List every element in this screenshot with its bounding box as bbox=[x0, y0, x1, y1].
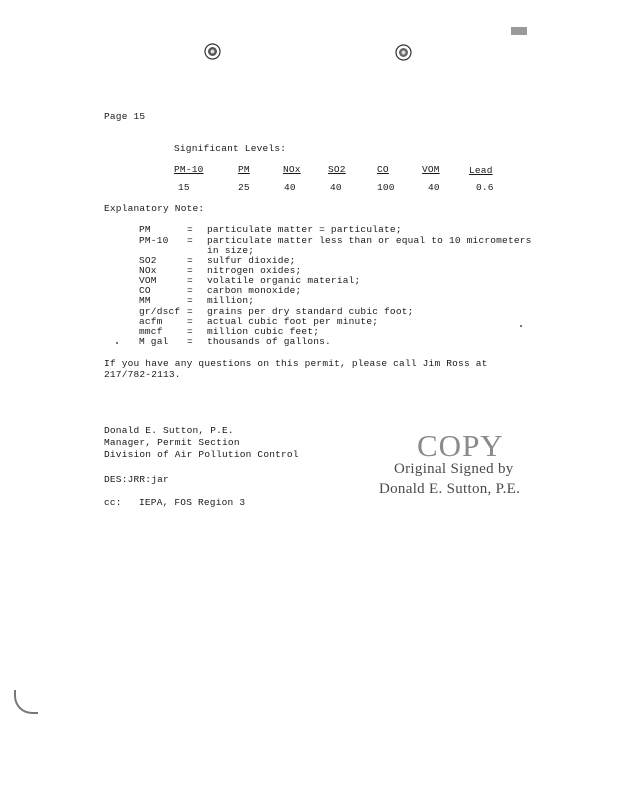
pollutant-name: SO2 bbox=[328, 164, 346, 175]
explanatory-note-heading: Explanatory Note: bbox=[104, 203, 205, 214]
definition-abbr: SO2 bbox=[139, 255, 157, 266]
definition-sep: = bbox=[187, 235, 193, 246]
contact-line-1: If you have any questions on this permit, please call Jim Ross at bbox=[104, 358, 488, 369]
copy-stamp-word: COPY bbox=[417, 428, 504, 463]
definition-text: actual cubic foot per minute; bbox=[207, 316, 379, 327]
definition-text: in size; bbox=[207, 245, 255, 256]
definition-text: thousands of gallons. bbox=[207, 336, 331, 347]
cc-label: cc: bbox=[104, 497, 122, 508]
definition-abbr: PM-10 bbox=[139, 235, 169, 246]
pollutant-value: 25 bbox=[238, 182, 250, 193]
pollutant-value: 15 bbox=[178, 182, 190, 193]
signer-division: Division of Air Pollution Control bbox=[104, 449, 299, 460]
cc-recipients: IEPA, FOS Region 3 bbox=[139, 497, 246, 508]
definition-sep: = bbox=[187, 285, 193, 296]
definition-sep: = bbox=[187, 316, 193, 327]
definition-sep: = bbox=[187, 255, 193, 266]
pollutant-name: NOx bbox=[283, 164, 301, 175]
seal-right-icon bbox=[395, 44, 412, 61]
pollutant-name: Lead bbox=[469, 165, 493, 176]
definition-sep: = bbox=[187, 336, 193, 347]
pollutant-value: 0.6 bbox=[476, 182, 494, 193]
signer-title: Manager, Permit Section bbox=[104, 437, 240, 448]
scan-speck bbox=[520, 325, 522, 327]
definition-text: million; bbox=[207, 295, 255, 306]
contact-line-2: 217/782-2113. bbox=[104, 369, 181, 380]
definition-abbr: CO bbox=[139, 285, 151, 296]
scan-edge-mark bbox=[14, 690, 38, 714]
definition-sep: = bbox=[187, 224, 193, 235]
seal-left-icon bbox=[204, 43, 221, 60]
pollutant-name: PM-10 bbox=[174, 164, 204, 175]
definition-text: nitrogen oxides; bbox=[207, 265, 302, 276]
pollutant-value: 40 bbox=[428, 182, 440, 193]
definition-abbr: gr/dscf bbox=[139, 306, 181, 317]
definition-abbr: acfm bbox=[139, 316, 163, 327]
definition-abbr: PM bbox=[139, 224, 151, 235]
definition-abbr: VOM bbox=[139, 275, 157, 286]
definition-text: volatile organic material; bbox=[207, 275, 361, 286]
definition-text: carbon monoxide; bbox=[207, 285, 302, 296]
definition-abbr: NOx bbox=[139, 265, 157, 276]
definition-sep: = bbox=[187, 265, 193, 276]
pollutant-name: VOM bbox=[422, 164, 440, 175]
definition-text: particulate matter = particulate; bbox=[207, 224, 402, 235]
scan-speck bbox=[116, 342, 118, 344]
reference-initials: DES:JRR:jar bbox=[104, 474, 169, 485]
pollutant-value: 40 bbox=[284, 182, 296, 193]
pollutant-name: PM bbox=[238, 164, 250, 175]
signer-name: Donald E. Sutton, P.E. bbox=[104, 425, 234, 436]
definition-text: grains per dry standard cubic foot; bbox=[207, 306, 414, 317]
pollutant-value: 40 bbox=[330, 182, 342, 193]
definition-abbr: MM bbox=[139, 295, 151, 306]
significant-levels-heading: Significant Levels: bbox=[174, 143, 287, 154]
pollutant-name: CO bbox=[377, 164, 389, 175]
definition-sep: = bbox=[187, 295, 193, 306]
copy-stamp-line-1: Original Signed by bbox=[394, 461, 514, 477]
definition-abbr: M gal bbox=[139, 336, 169, 347]
definition-text: particulate matter less than or equal to 10 micrometers bbox=[207, 235, 532, 246]
definition-text: million cubic feet; bbox=[207, 326, 320, 337]
corner-stamp-mark bbox=[511, 27, 527, 35]
definition-text: sulfur dioxide; bbox=[207, 255, 296, 266]
definition-sep: = bbox=[187, 275, 193, 286]
definition-abbr: mmcf bbox=[139, 326, 163, 337]
page-label: Page 15 bbox=[104, 111, 146, 122]
definition-sep: = bbox=[187, 306, 193, 317]
pollutant-value: 100 bbox=[377, 182, 395, 193]
copy-stamp-line-2: Donald E. Sutton, P.E. bbox=[379, 481, 521, 497]
definition-sep: = bbox=[187, 326, 193, 337]
